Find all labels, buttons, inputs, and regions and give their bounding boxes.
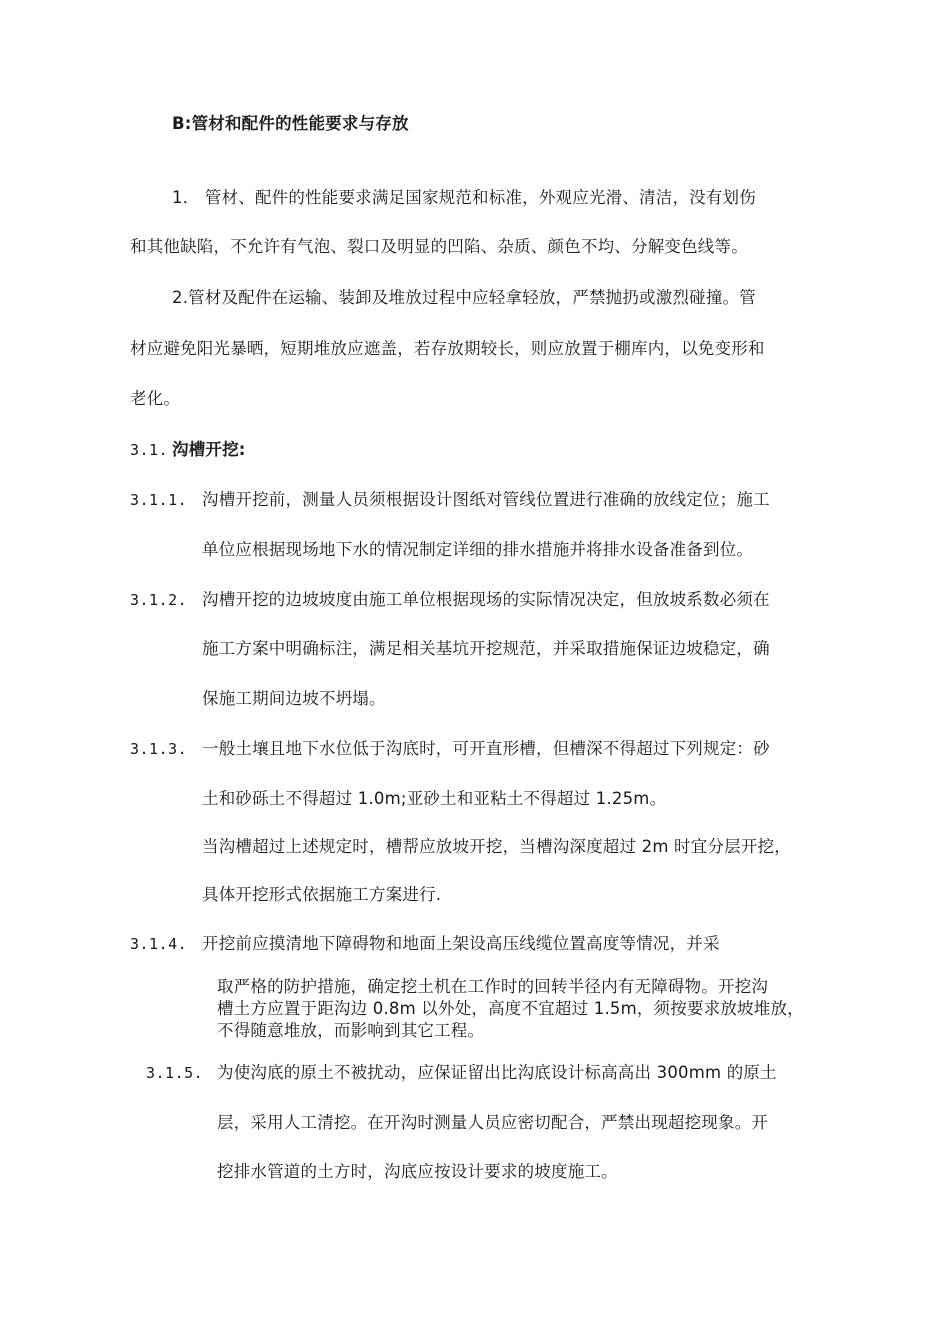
- item-315-number: 3.1.5.: [146, 1064, 204, 1082]
- item-315-line-1: 为使沟底的原土不被扰动，应保证留出比沟底设计标高高出 300mm 的原土: [217, 1063, 777, 1082]
- item-315-line-2: 层，采用人工清挖。在开沟时测量人员应密切配合，严禁出现超挖现象。开: [217, 1113, 769, 1132]
- item-311-line-1: 沟槽开挖前，测量人员须根据设计图纸对管线位置进行准确的放线定位；施工: [202, 490, 770, 509]
- para2-line-1: 2.管材及配件在运输、装卸及堆放过程中应轻拿轻放，严禁抛扔或激烈碰撞。管: [172, 288, 756, 307]
- item-313-line-2: 土和砂砾土不得超过 1.0m;亚砂土和亚粘土不得超过 1.25m。: [202, 789, 667, 808]
- para2-line-2: 材应避免阳光暴晒，短期堆放应遮盖，若存放期较长，则应放置于棚库内，以免变形和: [130, 339, 765, 358]
- item-311-number: 3.1.1.: [130, 491, 188, 509]
- item-313-line-1: 一般土壤且地下水位低于沟底时，可开直形槽，但槽深不得超过下列规定：砂: [202, 739, 770, 758]
- item-314-line-1: 开挖前应摸清地下障碍物和地面上架设高压线缆位置高度等情况，并采: [202, 934, 720, 953]
- section-31-title: 沟槽开挖:: [172, 440, 246, 459]
- section-b-title: B:管材和配件的性能要求与存放: [172, 114, 409, 133]
- item-313-number: 3.1.3.: [130, 740, 188, 758]
- item-313-line-3: 当沟槽超过上述规定时，槽帮应放坡开挖，当槽沟深度超过 2m 时宜分层开挖，: [202, 837, 791, 856]
- item-312-line-3: 保施工期间边坡不坍塌。: [202, 689, 386, 708]
- section-31-number: 3.1.: [130, 441, 169, 459]
- item-314-line-3: 槽土方应置于距沟边 0.8m 以外处，高度不宜超过 1.5m，须按要求放坡堆放，: [217, 999, 804, 1018]
- para2-line-3: 老化。: [130, 389, 181, 408]
- item-311-line-2: 单位应根据现场地下水的情况制定详细的排水措施并将排水设备准备到位。: [202, 540, 754, 559]
- item-314-number: 3.1.4.: [130, 935, 188, 953]
- item-312-number: 3.1.2.: [130, 591, 188, 609]
- item-315-line-3: 挖排水管道的土方时，沟底应按设计要求的坡度施工。: [217, 1162, 618, 1181]
- item-314-line-2: 取严格的防护措施，确定挖土机在工作时的回转半径内有无障碍物。开挖沟: [217, 977, 769, 996]
- para1-line-1: 1． 管材、配件的性能要求满足国家规范和标准，外观应光滑、清洁，没有划伤: [172, 188, 756, 207]
- para1-line-2: 和其他缺陷，不允许有气泡、裂口及明显的凹陷、杂质、颜色不均、分解变色线等。: [130, 237, 748, 256]
- item-312-line-2: 施工方案中明确标注，满足相关基坑开挖规范，并采取措施保证边坡稳定，确: [202, 639, 770, 658]
- item-314-line-4: 不得随意堆放，而影响到其它工程。: [217, 1021, 485, 1040]
- item-312-line-1: 沟槽开挖的边坡坡度由施工单位根据现场的实际情况决定，但放坡系数必须在: [202, 590, 770, 609]
- item-313-line-4: 具体开挖形式依据施工方案进行.: [202, 885, 442, 904]
